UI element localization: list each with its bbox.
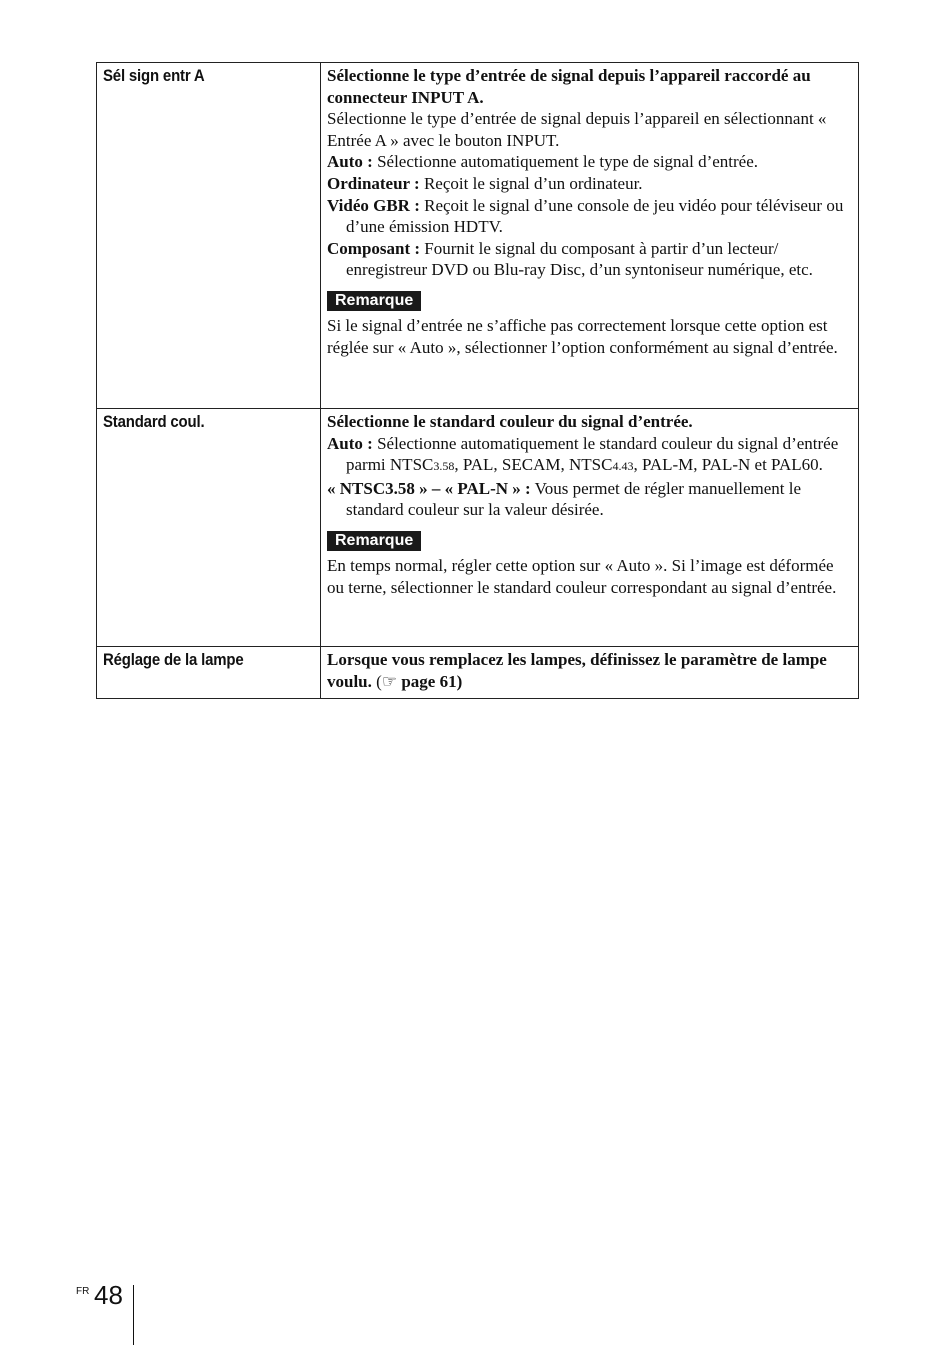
- option-term: Composant :: [327, 238, 421, 258]
- setting-description: [321, 409, 859, 647]
- option-term: Auto :: [327, 433, 373, 453]
- setting-label: Réglage de la lampe: [103, 650, 244, 669]
- setting-description: [321, 63, 859, 409]
- remark-badge: Remarque: [327, 291, 421, 311]
- option-text: Fournit le signal du composant à partir d’un lecteur/ enregistreur DVD ou Blu-ray Disc, d’un syntoniseur numérique, etc.: [346, 238, 813, 280]
- subscript-value: 4.43: [612, 459, 634, 474]
- setting-label-cell: [97, 63, 321, 409]
- option-text: Reçoit le signal d’un ordinateur.: [419, 173, 643, 193]
- setting-lead: Sélectionne le type d’entrée de signal depuis l’appareil raccordé au connecteur INPUT A.: [327, 66, 811, 107]
- remark-text: En temps normal, régler cette option sur « Auto ». Si l’image est déformée ou terne, sélectionner le standard couleur correspondant au signal d’entrée.: [327, 555, 837, 597]
- option-text: Sélectionne automatiquement le type de signal d’entrée.: [372, 152, 759, 172]
- language-code: FR: [76, 1286, 90, 1297]
- option-text: Reçoit le signal d’une console de jeu vidéo pour téléviseur ou d’une émission HDTV.: [346, 195, 844, 237]
- subscript-value: 3.58: [433, 459, 455, 474]
- setting-label: Sél sign entr A: [103, 66, 205, 85]
- option-text: , PAL, SECAM, NTSC: [454, 455, 613, 475]
- footer-divider: [133, 1285, 134, 1345]
- table-row: [97, 409, 859, 647]
- option-term: Auto :: [327, 152, 373, 172]
- remark-text: Si le signal d’entrée ne s’affiche pas correctement lorsque cette option est réglée sur « Auto », sélectionner l’option conformément au signal d’entrée.: [327, 315, 838, 357]
- option-term: Vidéo GBR :: [327, 195, 420, 215]
- option-item: [327, 478, 850, 521]
- setting-label-cell: [97, 409, 321, 647]
- settings-table: [96, 62, 859, 699]
- option-term: « NTSC3.58 » – « PAL-N » :: [327, 478, 531, 498]
- ref-open: (: [371, 671, 382, 691]
- page-number: 48: [94, 1280, 123, 1310]
- option-item: [327, 173, 850, 195]
- setting-lead: Sélectionne le standard couleur du signal d’entrée.: [327, 412, 693, 431]
- option-text: , PAL-M, PAL-N et PAL60.: [633, 455, 823, 475]
- option-item: [327, 238, 850, 281]
- setting-lead: [327, 649, 850, 692]
- page-reference-link[interactable]: page 61): [397, 671, 463, 691]
- setting-label: Standard coul.: [103, 412, 205, 431]
- pointing-hand-icon: ☞: [381, 671, 398, 691]
- table-row: [97, 63, 859, 409]
- remark-badge: Remarque: [327, 531, 421, 551]
- option-item: [327, 195, 850, 238]
- setting-description: [321, 647, 859, 699]
- option-item: [327, 433, 850, 478]
- option-term: Ordinateur :: [327, 173, 420, 193]
- option-text: Vous permet de régler manuellement le standard couleur sur la valeur désirée.: [346, 478, 802, 520]
- setting-intro: Sélectionne le type d’entrée de signal depuis l’appareil en sélectionnant « Entrée A » avec le bouton INPUT.: [327, 109, 827, 150]
- setting-label-cell: [97, 647, 321, 699]
- option-text: Sélectionne automatiquement le standard couleur du signal d’entrée parmi NTSC: [346, 433, 839, 475]
- option-item: [327, 151, 850, 173]
- lead-text: Lorsque vous remplacez les lampes, définissez le paramètre de lampe voulu.: [327, 650, 827, 691]
- table-row: [97, 647, 859, 699]
